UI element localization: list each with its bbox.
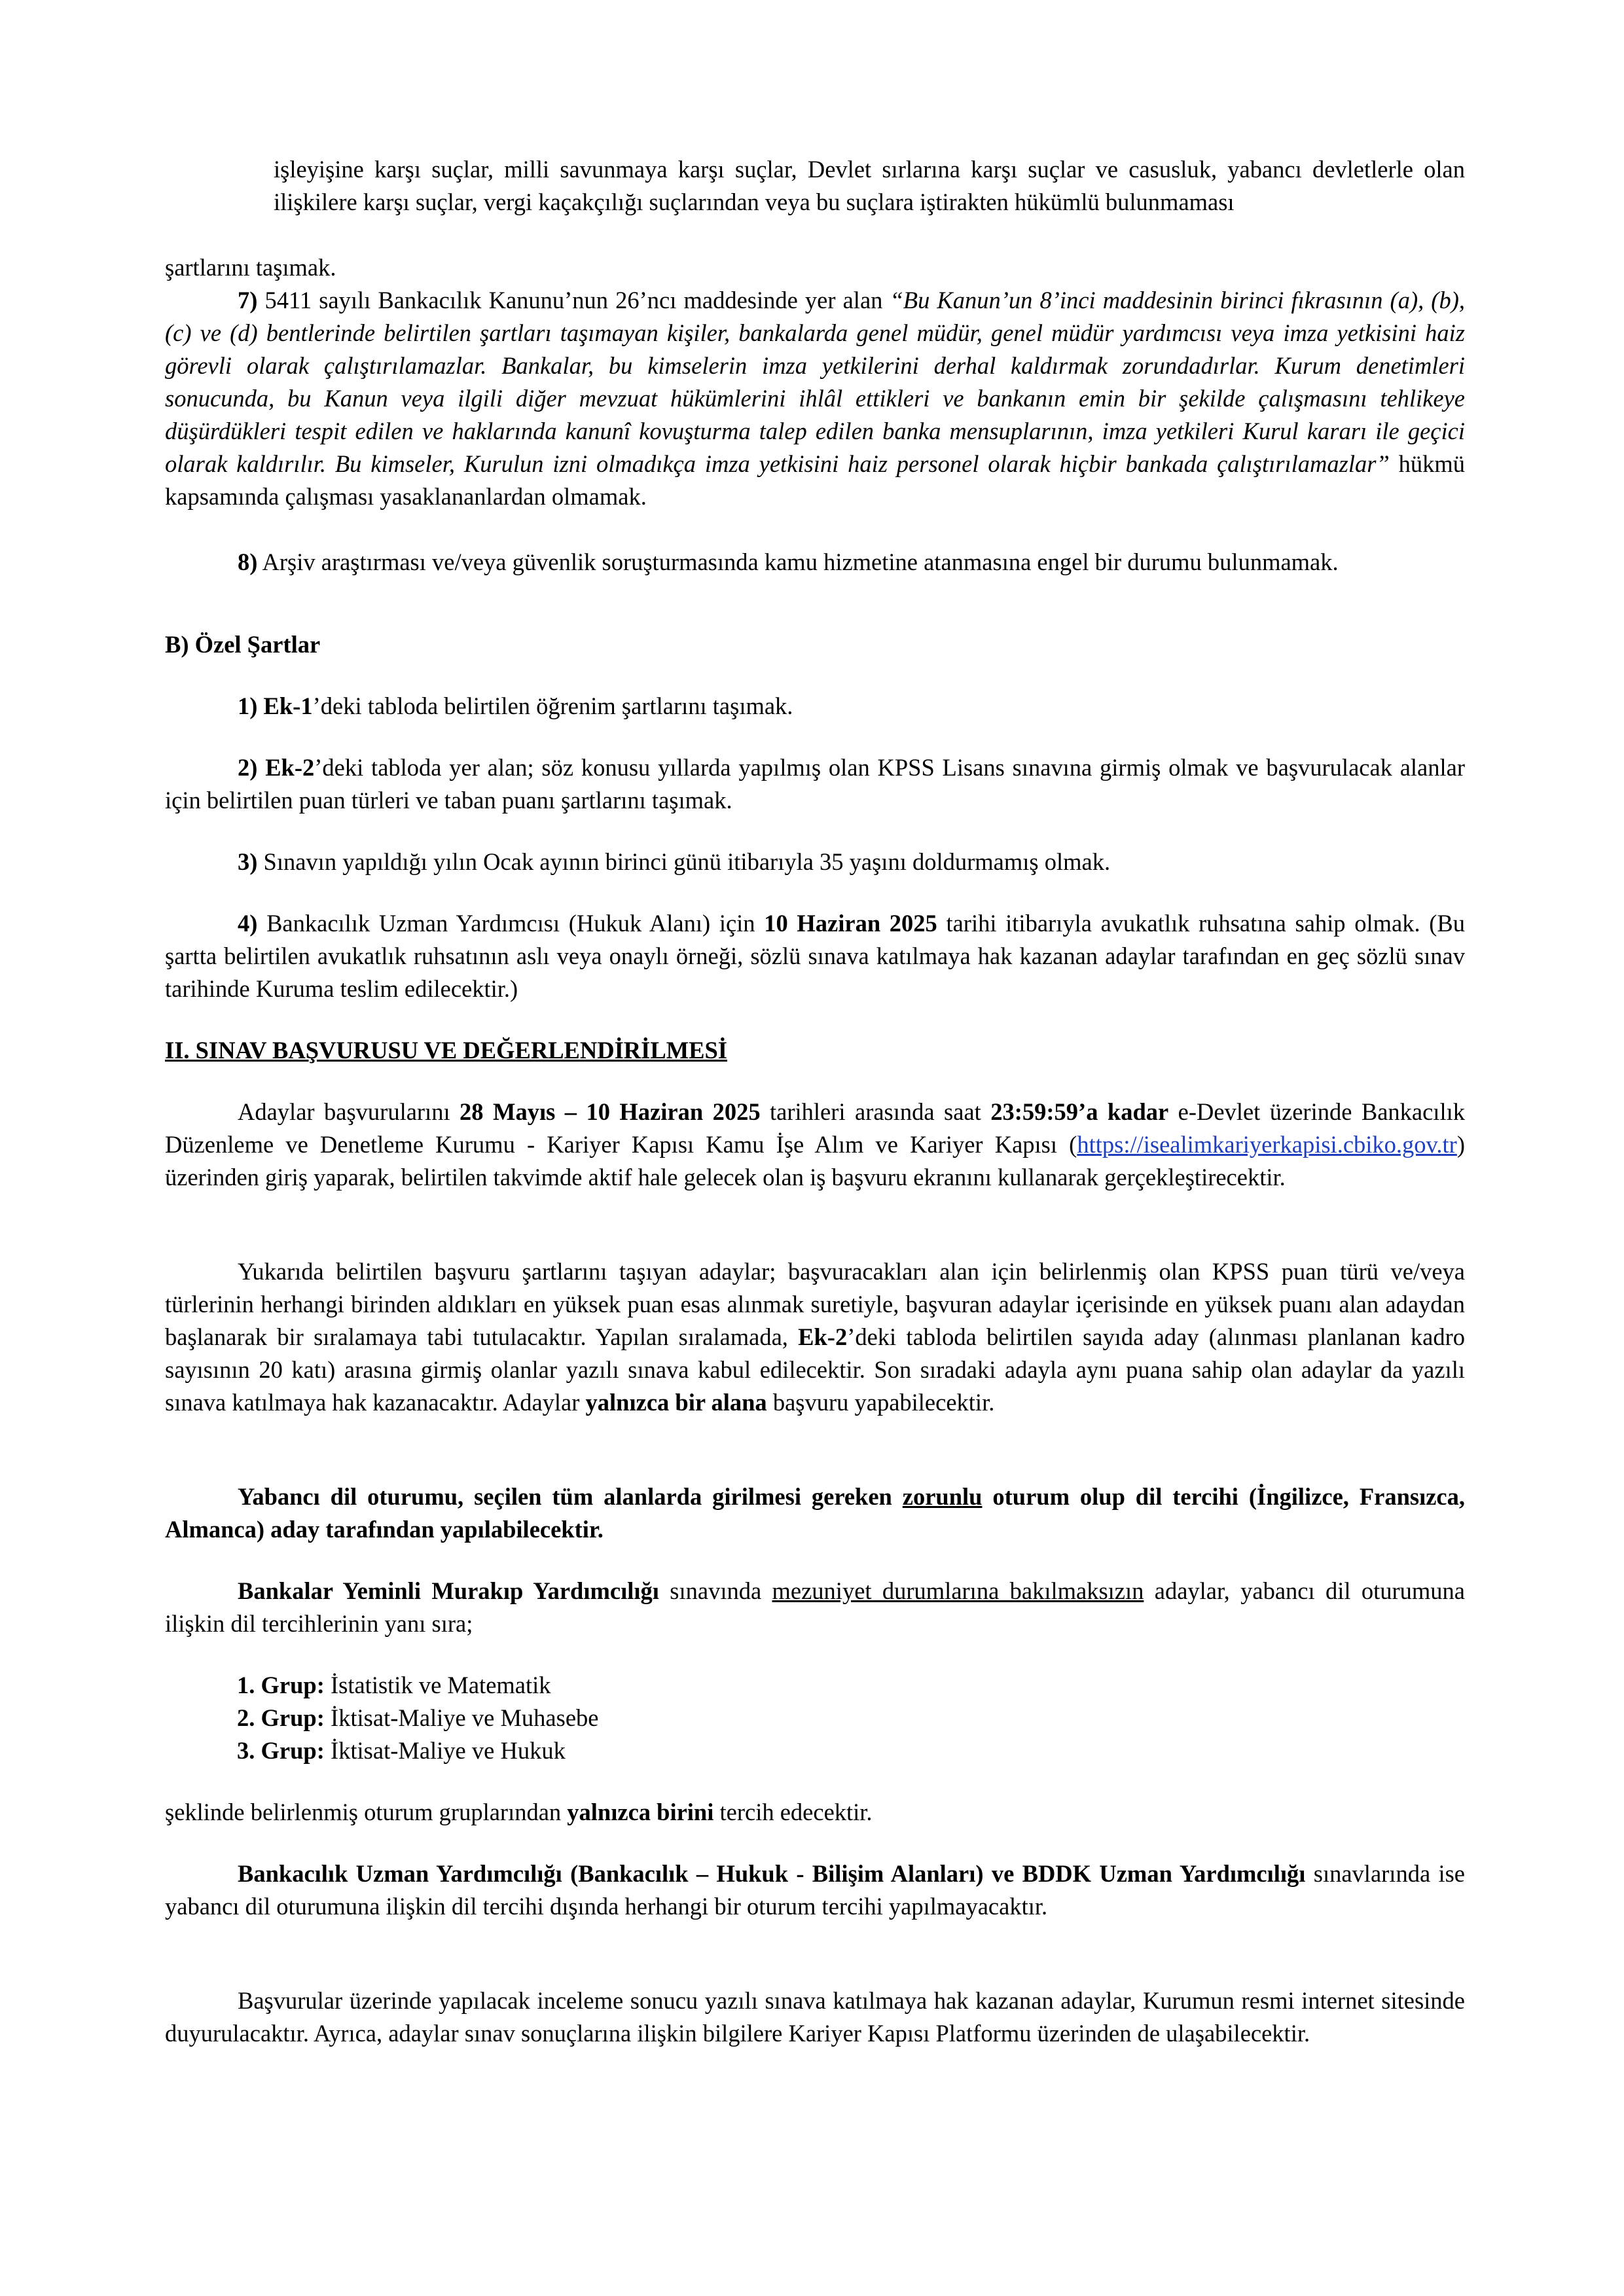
section-2-heading: II. SINAV BAŞVURUSU VE DEĞERLENDİRİLMESİ <box>165 1037 728 1064</box>
list-item: 1. Grup: İstatistik ve Matematik <box>237 1672 551 1698</box>
session-groups-list <box>237 1669 598 1767</box>
announcement-paragraph: Başvurular üzerinde yapılacak inceleme sonucu yazılı sınava katılmaya hak kazanan adaylar, Kurumun resmi internet sitesinde duyurulacaktır. Ayrıca, adaylar sınav sonuçlarına ilişkin bilgilere Kariyer Kapısı Platformu üzerinden de ulaşabilecektir. <box>165 1987 1465 2047</box>
ranking-paragraph: Yukarıda belirtilen başvuru şartlarını taşıyan adaylar; başvuracakları alan için belirlenmiş olan KPSS puan türü ve/veya türlerinin herhangi birinden aldıkları en yüksek puan esas alınmak suretiyle, başvuran adaylar içerisinde en yüksek puanı alan adaydan başlanarak bir sıralamaya tabi tutulacaktır. Yapılan sıralamada, Ek-2’deki tabloda belirtilen sayıda aday (alınması planlanan kadro sayısının 20 katı) arasına girmiş olanlar yazılı sınava kabul edilecektir. Son sıradaki adayla aynı puana sahip olan adaylar da yazılı sınava katılmaya hak kazanacaktır. Adaylar yalnızca bir alana başvuru yapabilecektir. <box>165 1258 1465 1416</box>
list-item: 2. Grup: İktisat-Maliye ve Muhasebe <box>237 1704 599 1731</box>
special-conditions-heading: B) Özel Şartlar <box>165 631 321 658</box>
auditor-paragraph: Bankalar Yeminli Murakıp Yardımcılığı sınavında mezuniyet durumlarına bakılmaksızın adaylar, yabancı dil oturumuna ilişkin dil tercihlerinin yanı sıra; <box>165 1577 1466 1637</box>
crime-list-tail: işleyişine karşı suçlar, milli savunmaya karşı suçlar, Devlet sırlarına karşı suçlar ve casusluk, yabancı devletlerle olan ilişkilere karşı suçlar, vergi kaçakçılığı suçlarından veya bu suçlara iştirakten hükümlü bulunmaması <box>274 156 1465 215</box>
conditions-close: şartlarını taşımak. <box>165 254 336 281</box>
special-item-2: 2) Ek-2’deki tabloda yer alan; söz konusu yıllarda yapılmış olan KPSS Lisans sınavına girmiş olmak ve başvurulacak alanlar için belirtilen puan türleri ve taban puanı şartlarını taşımak. <box>165 754 1466 814</box>
career-gate-link[interactable]: https://isealimkariyerkapisi.cbiko.gov.tr <box>1077 1131 1457 1158</box>
item-8-paragraph: 8) Arşiv araştırması ve/veya güvenlik soruşturmasında kamu hizmetine atanmasına engel bir durumu bulunmamak. <box>238 548 1339 575</box>
special-item-1: 1) Ek-1’deki tabloda belirtilen öğrenim şartlarını taşımak. <box>238 692 793 719</box>
banking-law-quote: “Bu Kanun’un 8’inci maddesinin birinci fıkrasının (a), (b), (c) ve (d) bentlerinde belirtilen şartları taşımayan kişiler, bankalarda genel müdür, genel müdür yardımcısı veya imza yetkisini haiz görevli olarak çalıştırılamazlar. Bankalar, bu kimselerin imza yetkilerini derhal kaldırmak zorundadırlar. Kurum denetimleri sonucunda, bu Kanun veya ilgili diğer mevzuat hükümlerini ihlâl ettikleri ve bankanın emin bir şekilde çalışmasını tehlikeye düşürdükleri tespit edilen ve haklarında kanunî kovuşturma talep edilen banka mensuplarının, imza yetkileri Kurul kararı ile geçici olarak kaldırılır. Bu kimseler, Kurulun izni olmadıkça imza yetkisini haiz personel olarak hiçbir bankada çalıştırılamazlar” <box>165 287 1465 477</box>
item-7-paragraph: 7) 5411 sayılı Bankacılık Kanunu’nun 26’ncı maddesinde yer alan “Bu Kanun’un 8’inci maddesinin birinci fıkrasının (a), (b), (c) ve (d) bentlerinde belirtilen şartları taşımayan kişiler, bankalarda genel müdür, genel müdür yardımcısı veya imza yetkisini haiz görevli olarak çalıştırılamazlar. Bankalar, bu kimselerin imza yetkilerini derhal kaldırmak zorundadırlar. Kurum denetimleri sonucunda, bu Kanun veya ilgili diğer mevzuat hükümlerini ihlâl ettikleri ve bankanın emin bir şekilde çalışmasını tehlikeye düşürdükleri tespit edilen ve haklarında kanunî kovuşturma talep edilen banka mensuplarının, imza yetkileri Kurul kararı ile geçici olarak kaldırılır. Bu kimseler, Kurulun izni olmadıkça imza yetkisini haiz personel olarak hiçbir bankada çalıştırılamazlar” hükmü kapsamında çalışması yasaklananlardan olmamak. <box>165 287 1465 510</box>
special-item-4: 4) Bankacılık Uzman Yardımcısı (Hukuk Alanı) için 10 Haziran 2025 tarihi itibarıyla avukatlık ruhsatına sahip olmak. (Bu şartta belirtilen avukatlık ruhsatının aslı veya onaylı örneği, sözlü sınava katılmaya hak kazanan adaylar tarafından en geç sözlü sınav tarihinde Kuruma teslim edilecektir.) <box>165 910 1465 1002</box>
special-item-3: 3) Sınavın yapıldığı yılın Ocak ayının birinci günü itibarıyla 35 yaşını doldurmamış olmak. <box>238 848 1111 875</box>
group-choice-paragraph: şeklinde belirlenmiş oturum gruplarından yalnızca birini tercih edecektir. <box>165 1799 873 1825</box>
list-item: 3. Grup: İktisat-Maliye ve Hukuk <box>237 1737 566 1764</box>
specialist-session-paragraph: Bankacılık Uzman Yardımcılığı (Bankacılık – Hukuk - Bilişim Alanları) ve BDDK Uzman Yardımcılığı sınavlarında ise yabancı dil oturumuna ilişkin dil tercihi dışında herhangi bir oturum tercihi yapılmayacaktır. <box>165 1860 1465 1920</box>
application-dates-paragraph: Adaylar başvurularını 28 Mayıs – 10 Haziran 2025 tarihleri arasında saat 23:59:59’a kadar e-Devlet üzerinde Bankacılık Düzenleme ve Denetleme Kurumu - Kariyer Kapısı Kamu İşe Alım ve Kariyer Kapısı (https://isealimkariyerkapisi.cbiko.gov.tr) üzerinden giriş yaparak, belirtilen takvimde aktif hale gelecek olan iş başvuru ekranını kullanarak gerçekleştirecektir. <box>165 1098 1465 1191</box>
language-session-paragraph: Yabancı dil oturumu, seçilen tüm alanlarda girilmesi gereken zorunlu oturum olup dil tercihi (İngilizce, Fransızca, Almanca) aday tarafından yapılabilecektir. <box>165 1483 1465 1543</box>
